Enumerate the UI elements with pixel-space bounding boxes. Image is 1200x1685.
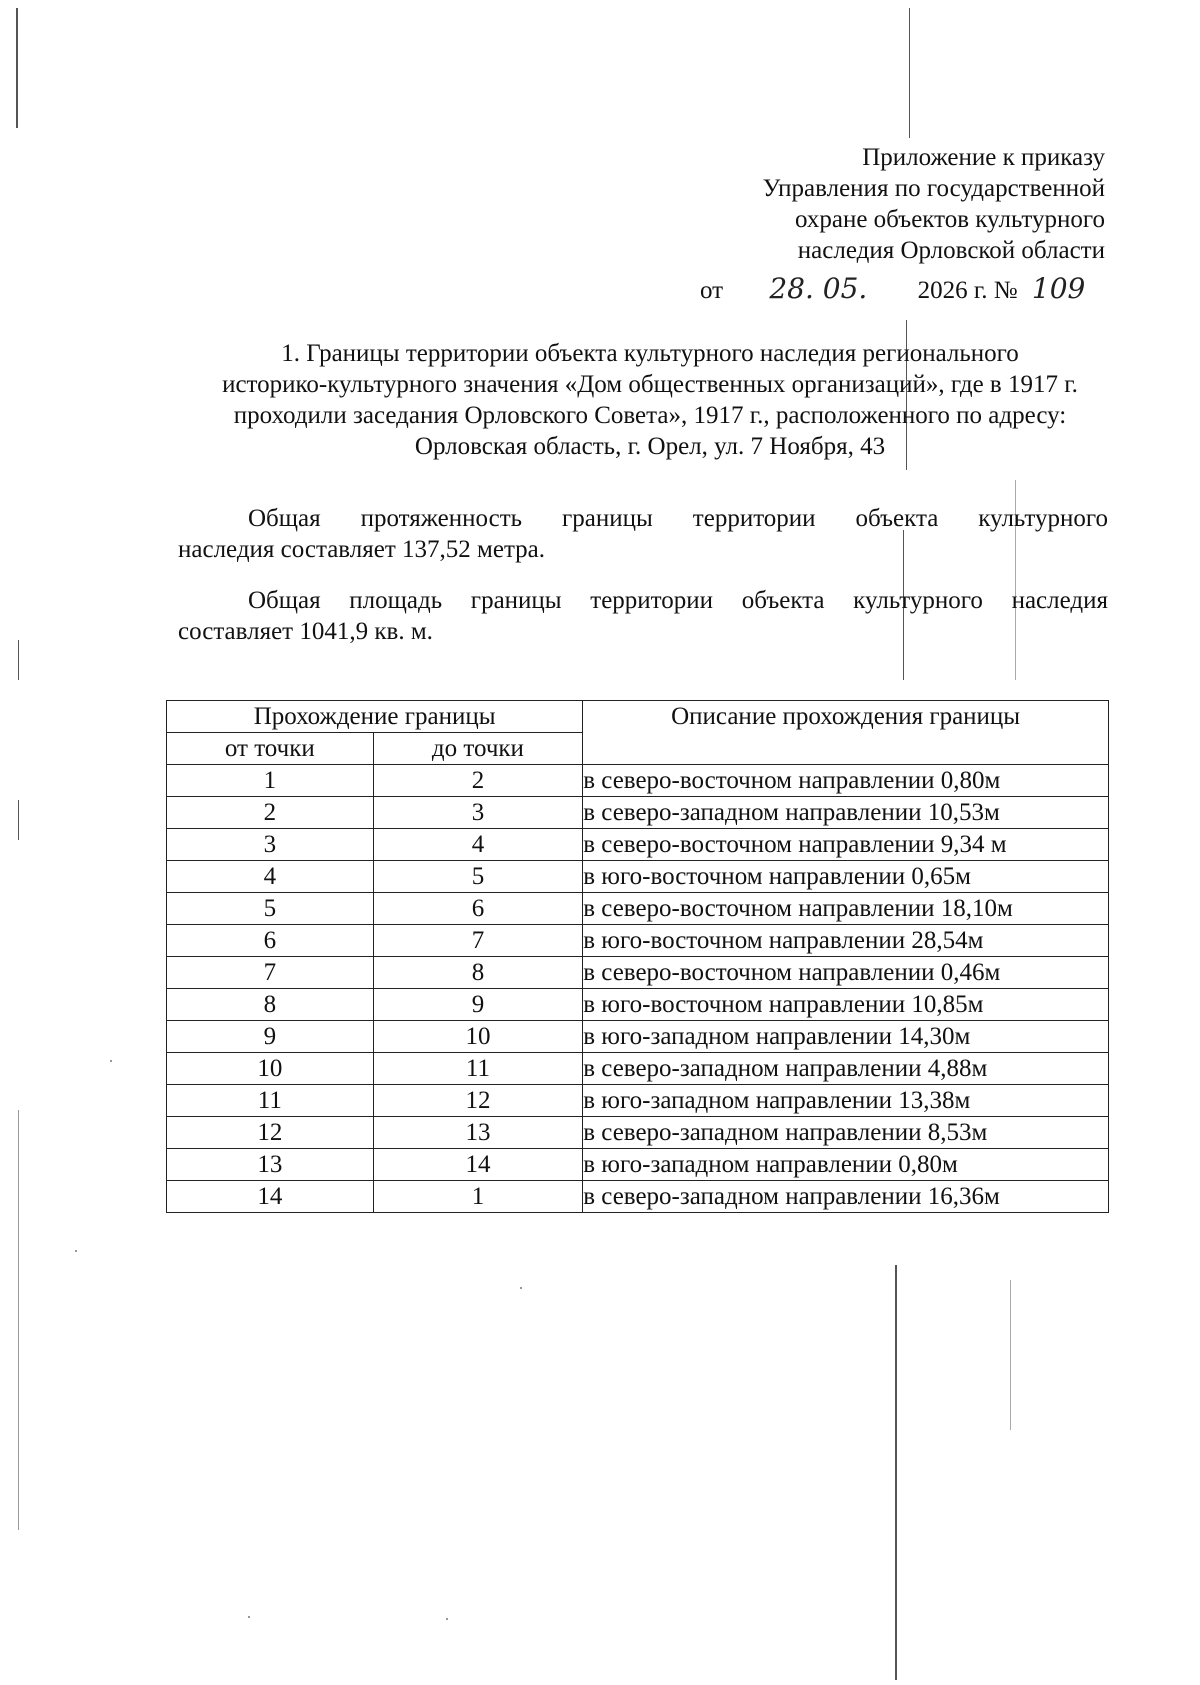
table-row <box>167 957 1109 989</box>
scan-artifact-dot <box>446 1618 448 1620</box>
description-cell: в юго-западном направлении 13,38м <box>583 1085 1109 1117</box>
description-cell: в северо-восточном направлении 0,46м <box>583 957 1109 989</box>
to-point-cell: 3 <box>373 797 583 829</box>
from-point-cell: 4 <box>167 861 374 893</box>
date-prefix: от <box>700 277 724 304</box>
description-cell: в северо-восточном направлении 9,34 м <box>583 829 1109 861</box>
table-row <box>167 1021 1109 1053</box>
paragraph-line: наследия составляет 137,52 метра. <box>178 536 546 563</box>
to-point-cell: 8 <box>373 957 583 989</box>
table-row <box>167 893 1109 925</box>
appendix-line: Приложение к приказу <box>862 144 1105 171</box>
from-point-cell: 10 <box>167 1053 374 1085</box>
appendix-block <box>640 142 1105 266</box>
table-row <box>167 989 1109 1021</box>
scan-artifact-dot <box>248 1616 250 1618</box>
appendix-line: Управления по государственной <box>762 175 1105 202</box>
from-point-cell: 11 <box>167 1085 374 1117</box>
from-point-cell: 6 <box>167 925 374 957</box>
to-point-cell: 12 <box>373 1085 583 1117</box>
from-point-cell: 9 <box>167 1021 374 1053</box>
description-cell: в юго-западном направлении 14,30м <box>583 1021 1109 1053</box>
table-row <box>167 765 1109 797</box>
scan-artifact-dot <box>75 1250 77 1252</box>
scan-artifact-dot <box>520 1287 522 1289</box>
scan-artifact-line <box>18 640 19 680</box>
table-row <box>167 1181 1109 1213</box>
scan-artifact-line <box>18 1110 19 1530</box>
description-cell: в северо-восточном направлении 0,80м <box>583 765 1109 797</box>
from-point-cell: 8 <box>167 989 374 1021</box>
from-point-cell: 7 <box>167 957 374 989</box>
description-cell: в северо-западном направлении 8,53м <box>583 1117 1109 1149</box>
paragraph-line: Общая площадь границы территории объекта культурного наследия <box>248 587 1108 614</box>
description-cell: в северо-восточном направлении 18,10м <box>583 893 1109 925</box>
to-point-cell: 4 <box>373 829 583 861</box>
to-point-cell: 2 <box>373 765 583 797</box>
scan-artifact-line <box>895 1265 897 1680</box>
table-row <box>167 1085 1109 1117</box>
table-row <box>167 1053 1109 1085</box>
table-row <box>167 1117 1109 1149</box>
total-area-paragraph <box>178 585 1108 647</box>
order-date-line <box>700 272 1085 305</box>
heading-line: историко-культурного значения «Дом общественных организаций», где в 1917 г. <box>222 371 1078 398</box>
table-row <box>167 1149 1109 1181</box>
description-cell: в юго-восточном направлении 10,85м <box>583 989 1109 1021</box>
table-row <box>167 829 1109 861</box>
description-cell: в северо-западном направлении 4,88м <box>583 1053 1109 1085</box>
to-point-cell: 5 <box>373 861 583 893</box>
from-point-cell: 1 <box>167 765 374 797</box>
heading-line: 1. Границы территории объекта культурного наследия регионального <box>281 340 1019 367</box>
from-point-cell: 12 <box>167 1117 374 1149</box>
header-passage: Прохождение границы <box>167 701 583 733</box>
appendix-line: охране объектов культурного <box>794 206 1105 233</box>
scan-artifact-line <box>909 8 910 138</box>
order-year: 2026 г. № <box>917 277 1018 304</box>
from-point-cell: 14 <box>167 1181 374 1213</box>
from-point-cell: 5 <box>167 893 374 925</box>
scan-artifact-line <box>1010 1280 1011 1430</box>
to-point-cell: 9 <box>373 989 583 1021</box>
scan-artifact-line <box>16 8 18 128</box>
paragraph-line: Общая протяженность границы территории объекта культурного <box>248 505 1108 532</box>
to-point-cell: 7 <box>373 925 583 957</box>
section-heading <box>180 338 1120 462</box>
handwritten-number: 109 <box>1031 272 1086 305</box>
from-point-cell: 13 <box>167 1149 374 1181</box>
from-point-cell: 3 <box>167 829 374 861</box>
header-description: Описание прохождения границы <box>583 701 1109 765</box>
description-cell: в юго-западном направлении 0,80м <box>583 1149 1109 1181</box>
scan-artifact-dot <box>110 1060 112 1062</box>
scan-artifact-line <box>18 800 19 840</box>
description-cell: в северо-западном направлении 16,36м <box>583 1181 1109 1213</box>
table-row <box>167 861 1109 893</box>
description-cell: в юго-восточном направлении 0,65м <box>583 861 1109 893</box>
header-to-point: до точки <box>373 733 583 765</box>
paragraph-line: составляет 1041,9 кв. м. <box>178 618 433 645</box>
to-point-cell: 11 <box>373 1053 583 1085</box>
to-point-cell: 1 <box>373 1181 583 1213</box>
to-point-cell: 13 <box>373 1117 583 1149</box>
heading-line: проходили заседания Орловского Совета», 1917 г., расположенного по адресу: <box>233 402 1067 429</box>
to-point-cell: 14 <box>373 1149 583 1181</box>
to-point-cell: 6 <box>373 893 583 925</box>
appendix-line: наследия Орловской области <box>797 237 1105 264</box>
description-cell: в юго-восточном направлении 28,54м <box>583 925 1109 957</box>
total-length-paragraph <box>178 503 1108 565</box>
heading-line: Орловская область, г. Орел, ул. 7 Ноября, 43 <box>414 433 886 460</box>
to-point-cell: 10 <box>373 1021 583 1053</box>
from-point-cell: 2 <box>167 797 374 829</box>
boundary-table <box>166 700 1109 1213</box>
header-from-point: от точки <box>167 733 374 765</box>
description-cell: в северо-западном направлении 10,53м <box>583 797 1109 829</box>
handwritten-date: 28. 05. <box>769 272 868 305</box>
table-row <box>167 797 1109 829</box>
table-row <box>167 925 1109 957</box>
